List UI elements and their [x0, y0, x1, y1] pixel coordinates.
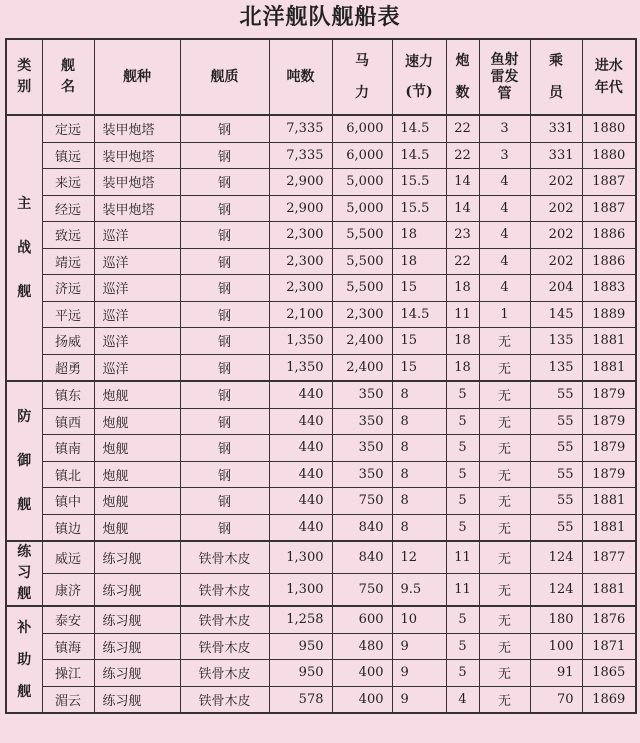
ship-horsepower: 350	[332, 435, 392, 462]
ship-name: 威远	[42, 541, 94, 574]
ship-crew: 202	[530, 195, 582, 222]
ship-crew: 331	[530, 142, 582, 169]
category-cell: 补助舰	[6, 606, 42, 713]
table-row	[6, 541, 636, 574]
ship-tonnage: 440	[269, 408, 332, 435]
header-row	[6, 39, 636, 115]
ship-guns: 18	[446, 354, 479, 381]
ship-torpedo: 无	[479, 633, 530, 660]
ship-speed: 12	[392, 541, 446, 574]
ship-tonnage: 2,300	[269, 222, 332, 249]
ship-guns: 14	[446, 195, 479, 222]
ship-crew: 55	[530, 514, 582, 541]
ship-guns: 5	[446, 660, 479, 687]
ship-year: 1887	[582, 169, 636, 196]
ship-horsepower: 350	[332, 381, 392, 408]
table-row	[6, 301, 636, 328]
ship-material: 钢	[180, 461, 269, 488]
ship-type: 巡洋	[94, 301, 180, 328]
ship-year: 1879	[582, 435, 636, 462]
ship-guns: 5	[446, 408, 479, 435]
ship-type: 炮舰	[94, 408, 180, 435]
table-row	[6, 461, 636, 488]
table-row	[6, 435, 636, 462]
header-guns: 炮数	[446, 39, 479, 115]
ship-speed: 8	[392, 408, 446, 435]
ship-name: 扬威	[42, 328, 94, 355]
ship-guns: 14	[446, 169, 479, 196]
ship-name: 镇中	[42, 488, 94, 515]
ship-horsepower: 6,000	[332, 142, 392, 169]
ship-year: 1876	[582, 606, 636, 633]
ship-torpedo: 4	[479, 195, 530, 222]
ship-tonnage: 1,300	[269, 574, 332, 607]
ship-name: 经远	[42, 195, 94, 222]
ship-speed: 8	[392, 381, 446, 408]
ship-torpedo: 4	[479, 275, 530, 302]
ship-type: 装甲炮塔	[94, 195, 180, 222]
table-row	[6, 275, 636, 302]
ship-tonnage: 7,335	[269, 142, 332, 169]
ship-torpedo: 无	[479, 328, 530, 355]
table-row	[6, 381, 636, 408]
category-cell: 防御舰	[6, 381, 42, 541]
ship-year: 1879	[582, 381, 636, 408]
ship-tonnage: 440	[269, 435, 332, 462]
ship-type: 装甲炮塔	[94, 115, 180, 142]
ship-name: 平远	[42, 301, 94, 328]
ship-guns: 18	[446, 275, 479, 302]
ship-type: 巡洋	[94, 222, 180, 249]
ship-guns: 5	[446, 488, 479, 515]
ship-torpedo: 无	[479, 660, 530, 687]
ship-torpedo: 无	[479, 606, 530, 633]
ship-tonnage: 1,300	[269, 541, 332, 574]
ship-horsepower: 400	[332, 660, 392, 687]
ship-torpedo: 4	[479, 222, 530, 249]
ship-type: 练习舰	[94, 541, 180, 574]
table-row	[6, 606, 636, 633]
ship-year: 1881	[582, 488, 636, 515]
ship-name: 靖远	[42, 248, 94, 275]
ship-tonnage: 2,900	[269, 169, 332, 196]
header-type: 舰种	[94, 39, 180, 115]
ship-horsepower: 5,000	[332, 169, 392, 196]
header-name: 舰名	[42, 39, 94, 115]
ship-material: 钢	[180, 248, 269, 275]
table-row	[6, 633, 636, 660]
ship-name: 济远	[42, 275, 94, 302]
ship-torpedo: 无	[479, 381, 530, 408]
ship-crew: 204	[530, 275, 582, 302]
ship-horsepower: 5,500	[332, 222, 392, 249]
ship-crew: 55	[530, 461, 582, 488]
ship-material: 钢	[180, 115, 269, 142]
ship-name: 泰安	[42, 606, 94, 633]
ship-type: 巡洋	[94, 328, 180, 355]
ship-crew: 202	[530, 222, 582, 249]
ship-horsepower: 750	[332, 488, 392, 515]
ship-speed: 18	[392, 248, 446, 275]
ship-material: 铁骨木皮	[180, 660, 269, 687]
ship-horsepower: 6,000	[332, 115, 392, 142]
ship-torpedo: 无	[479, 408, 530, 435]
ship-tonnage: 2,300	[269, 248, 332, 275]
ship-guns: 5	[446, 606, 479, 633]
ship-name: 镇西	[42, 408, 94, 435]
ship-material: 钢	[180, 435, 269, 462]
ship-speed: 15.5	[392, 195, 446, 222]
ship-torpedo: 4	[479, 248, 530, 275]
ship-year: 1880	[582, 115, 636, 142]
ship-year: 1881	[582, 514, 636, 541]
table-row	[6, 248, 636, 275]
ship-material: 铁骨木皮	[180, 633, 269, 660]
ship-crew: 202	[530, 169, 582, 196]
ship-speed: 15	[392, 275, 446, 302]
ship-year: 1879	[582, 408, 636, 435]
ship-material: 钢	[180, 381, 269, 408]
ship-crew: 55	[530, 408, 582, 435]
ship-speed: 9	[392, 633, 446, 660]
ship-guns: 5	[446, 633, 479, 660]
ship-material: 钢	[180, 408, 269, 435]
ship-material: 铁骨木皮	[180, 574, 269, 607]
header-launch: 进水年代	[582, 39, 636, 115]
ship-guns: 11	[446, 574, 479, 607]
ship-crew: 55	[530, 381, 582, 408]
ship-type: 炮舰	[94, 461, 180, 488]
ship-speed: 18	[392, 222, 446, 249]
ship-year: 1877	[582, 541, 636, 574]
ship-material: 钢	[180, 301, 269, 328]
ship-material: 钢	[180, 195, 269, 222]
ship-name: 镇海	[42, 633, 94, 660]
ship-tonnage: 950	[269, 660, 332, 687]
ship-crew: 91	[530, 660, 582, 687]
ship-type: 炮舰	[94, 488, 180, 515]
ship-name: 康济	[42, 574, 94, 607]
ship-tonnage: 1,350	[269, 354, 332, 381]
ship-horsepower: 840	[332, 514, 392, 541]
ship-speed: 15	[392, 354, 446, 381]
ship-crew: 100	[530, 633, 582, 660]
table-row	[6, 514, 636, 541]
ship-crew: 55	[530, 435, 582, 462]
ship-material: 钢	[180, 354, 269, 381]
ship-tonnage: 1,350	[269, 328, 332, 355]
ship-name: 湄云	[42, 686, 94, 713]
ship-material: 钢	[180, 169, 269, 196]
ship-tonnage: 440	[269, 514, 332, 541]
ship-crew: 55	[530, 488, 582, 515]
ship-horsepower: 480	[332, 633, 392, 660]
ship-type: 练习舰	[94, 606, 180, 633]
ship-type: 巡洋	[94, 275, 180, 302]
ship-guns: 5	[446, 435, 479, 462]
ship-torpedo: 无	[479, 461, 530, 488]
header-material: 舰质	[180, 39, 269, 115]
ship-tonnage: 440	[269, 488, 332, 515]
ship-horsepower: 2,400	[332, 328, 392, 355]
ship-guns: 5	[446, 514, 479, 541]
ship-material: 钢	[180, 142, 269, 169]
ship-horsepower: 350	[332, 461, 392, 488]
ship-material: 铁骨木皮	[180, 686, 269, 713]
ship-torpedo: 无	[479, 541, 530, 574]
fleet-table	[5, 38, 637, 714]
ship-material: 钢	[180, 488, 269, 515]
category-cell: 主战舰	[6, 115, 42, 381]
ship-tonnage: 1,258	[269, 606, 332, 633]
ship-type: 练习舰	[94, 660, 180, 687]
ship-guns: 11	[446, 541, 479, 574]
ship-horsepower: 2,300	[332, 301, 392, 328]
ship-type: 练习舰	[94, 633, 180, 660]
ship-type: 炮舰	[94, 514, 180, 541]
ship-guns: 22	[446, 142, 479, 169]
header-torpedo: 鱼射雷发管	[479, 39, 530, 115]
ship-crew: 202	[530, 248, 582, 275]
ship-type: 练习舰	[94, 574, 180, 607]
ship-tonnage: 950	[269, 633, 332, 660]
ship-horsepower: 750	[332, 574, 392, 607]
ship-type: 练习舰	[94, 686, 180, 713]
ship-year: 1865	[582, 660, 636, 687]
ship-type: 炮舰	[94, 435, 180, 462]
ship-speed: 9	[392, 686, 446, 713]
ship-horsepower: 5,500	[332, 248, 392, 275]
ship-horsepower: 840	[332, 541, 392, 574]
ship-year: 1887	[582, 195, 636, 222]
ship-guns: 4	[446, 686, 479, 713]
table-row	[6, 328, 636, 355]
ship-horsepower: 400	[332, 686, 392, 713]
ship-type: 巡洋	[94, 248, 180, 275]
ship-year: 1886	[582, 222, 636, 249]
table-row	[6, 408, 636, 435]
ship-guns: 18	[446, 328, 479, 355]
ship-torpedo: 无	[479, 514, 530, 541]
ship-guns: 22	[446, 248, 479, 275]
ship-horsepower: 600	[332, 606, 392, 633]
ship-name: 镇北	[42, 461, 94, 488]
ship-speed: 9.5	[392, 574, 446, 607]
ship-crew: 124	[530, 574, 582, 607]
header-crew: 乘员	[530, 39, 582, 115]
ship-year: 1881	[582, 354, 636, 381]
ship-speed: 10	[392, 606, 446, 633]
ship-horsepower: 5,000	[332, 195, 392, 222]
ship-tonnage: 2,900	[269, 195, 332, 222]
ship-guns: 5	[446, 461, 479, 488]
ship-year: 1881	[582, 328, 636, 355]
ship-crew: 124	[530, 541, 582, 574]
ship-speed: 8	[392, 488, 446, 515]
ship-horsepower: 2,400	[332, 354, 392, 381]
ship-horsepower: 350	[332, 408, 392, 435]
ship-tonnage: 440	[269, 381, 332, 408]
category-cell: 练习舰	[6, 541, 42, 606]
ship-guns: 22	[446, 115, 479, 142]
ship-tonnage: 7,335	[269, 115, 332, 142]
table-row	[6, 195, 636, 222]
ship-crew: 135	[530, 354, 582, 381]
ship-name: 镇南	[42, 435, 94, 462]
ship-name: 来远	[42, 169, 94, 196]
ship-name: 致远	[42, 222, 94, 249]
ship-material: 钢	[180, 514, 269, 541]
ship-tonnage: 2,100	[269, 301, 332, 328]
ship-name: 镇东	[42, 381, 94, 408]
ship-speed: 8	[392, 435, 446, 462]
table-row	[6, 142, 636, 169]
header-tonnage: 吨数	[269, 39, 332, 115]
ship-speed: 8	[392, 461, 446, 488]
table-row	[6, 169, 636, 196]
ship-torpedo: 无	[479, 488, 530, 515]
table-row	[6, 115, 636, 142]
ship-type: 炮舰	[94, 381, 180, 408]
table-row	[6, 488, 636, 515]
ship-speed: 14.5	[392, 301, 446, 328]
ship-torpedo: 3	[479, 115, 530, 142]
ship-year: 1886	[582, 248, 636, 275]
table-row	[6, 222, 636, 249]
header-speed: 速力(节)	[392, 39, 446, 115]
ship-speed: 14.5	[392, 115, 446, 142]
ship-speed: 15.5	[392, 169, 446, 196]
ship-guns: 5	[446, 381, 479, 408]
header-category: 类别	[6, 39, 42, 115]
ship-torpedo: 无	[479, 686, 530, 713]
table-body	[6, 115, 636, 713]
ship-torpedo: 无	[479, 354, 530, 381]
ship-tonnage: 2,300	[269, 275, 332, 302]
table-row	[6, 660, 636, 687]
ship-year: 1881	[582, 574, 636, 607]
ship-material: 钢	[180, 222, 269, 249]
ship-year: 1880	[582, 142, 636, 169]
ship-year: 1869	[582, 686, 636, 713]
ship-horsepower: 5,500	[332, 275, 392, 302]
ship-guns: 23	[446, 222, 479, 249]
ship-type: 装甲炮塔	[94, 142, 180, 169]
ship-crew: 135	[530, 328, 582, 355]
ship-material: 钢	[180, 328, 269, 355]
ship-crew: 331	[530, 115, 582, 142]
header-horsepower: 马力	[332, 39, 392, 115]
ship-speed: 9	[392, 660, 446, 687]
ship-torpedo: 1	[479, 301, 530, 328]
ship-material: 钢	[180, 275, 269, 302]
ship-crew: 145	[530, 301, 582, 328]
ship-name: 镇远	[42, 142, 94, 169]
ship-name: 定远	[42, 115, 94, 142]
ship-name: 镇边	[42, 514, 94, 541]
ship-year: 1889	[582, 301, 636, 328]
ship-torpedo: 无	[479, 435, 530, 462]
ship-torpedo: 3	[479, 142, 530, 169]
ship-year: 1879	[582, 461, 636, 488]
ship-material: 铁骨木皮	[180, 541, 269, 574]
ship-crew: 180	[530, 606, 582, 633]
ship-type: 装甲炮塔	[94, 169, 180, 196]
ship-material: 铁骨木皮	[180, 606, 269, 633]
ship-speed: 14.5	[392, 142, 446, 169]
ship-year: 1883	[582, 275, 636, 302]
table-row	[6, 354, 636, 381]
ship-tonnage: 440	[269, 461, 332, 488]
ship-name: 操江	[42, 660, 94, 687]
ship-speed: 8	[392, 514, 446, 541]
ship-type: 巡洋	[94, 354, 180, 381]
ship-name: 超勇	[42, 354, 94, 381]
ship-torpedo: 无	[479, 574, 530, 607]
table-row	[6, 574, 636, 607]
ship-guns: 11	[446, 301, 479, 328]
ship-tonnage: 578	[269, 686, 332, 713]
ship-year: 1871	[582, 633, 636, 660]
table-row	[6, 686, 636, 713]
ship-torpedo: 4	[479, 169, 530, 196]
page-title: 北洋舰队舰船表	[239, 5, 401, 30]
ship-speed: 15	[392, 328, 446, 355]
ship-crew: 70	[530, 686, 582, 713]
